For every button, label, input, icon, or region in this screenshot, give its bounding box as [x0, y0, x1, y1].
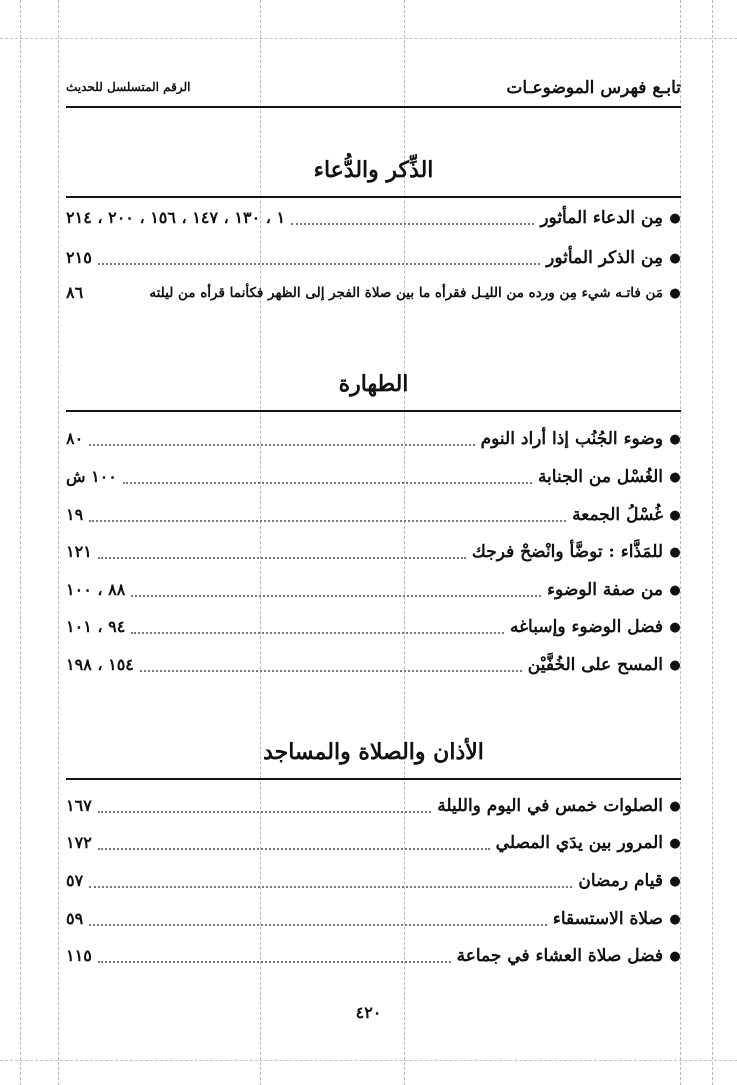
bullet-icon: ●: [669, 583, 681, 598]
list-item: [66, 867, 681, 895]
entry-label: الغُسْل من الجنابة: [537, 467, 663, 487]
list-item: [66, 425, 681, 453]
entry-refs: ٥٧: [66, 871, 84, 890]
leader-dots: [98, 847, 490, 850]
list-item: [66, 538, 681, 566]
running-title: تابـع فهرس الموضوعـات: [506, 78, 681, 98]
running-head: [66, 74, 681, 108]
bullet-icon: ●: [669, 545, 681, 560]
entry-label: مَن فاتـه شيء مِن ورده من الليـل فقرأه ما بين صلاة الفجر إلى الظهر فكأنما قرأه من ليلته: [149, 285, 663, 301]
entry-label: صلاة الاستسقاء: [552, 909, 663, 929]
leader-dots: [98, 810, 432, 813]
leader-dots: [89, 519, 566, 522]
section-title: الأذان والصلاة والمساجد: [66, 730, 681, 780]
entry-label: المسح على الخُفَّيْن: [527, 655, 663, 675]
section-title: الذِّكر والدُّعاء: [66, 148, 681, 198]
bullet-icon: ●: [669, 470, 681, 485]
list-item: [66, 279, 681, 307]
list-item: [66, 463, 681, 491]
bullet-icon: ●: [669, 211, 681, 226]
entry-label: المرور بين يدَي المصلي: [495, 833, 663, 853]
entry-refs: ١١٥: [66, 946, 92, 965]
leader-dots: [89, 923, 547, 926]
entry-refs: ١٢١: [66, 542, 92, 561]
list-item: [66, 576, 681, 604]
bullet-icon: ●: [669, 799, 681, 814]
entry-label: غُسْلُ الجمعة: [572, 505, 663, 525]
entry-refs: ١٠٠ ش: [66, 467, 117, 486]
entry-refs: ٥٩: [66, 909, 84, 928]
section-dhikr: [66, 148, 681, 308]
leader-dots: [98, 262, 540, 265]
leader-dots: [89, 443, 474, 446]
page-number: ٤٢٠: [355, 1003, 382, 1022]
list-item: [66, 942, 681, 970]
bullet-icon: ●: [669, 251, 681, 266]
list-item: [66, 613, 681, 641]
section-adhan: [66, 730, 681, 980]
list-item: [66, 244, 681, 272]
bullet-icon: ●: [669, 874, 681, 889]
entry-refs: ٨٠: [66, 429, 84, 448]
entry-label: مِن الذكر المأثور: [546, 248, 663, 268]
leader-dots: [123, 481, 532, 484]
entry-refs: ١ ، ١٣٠ ، ١٤٧ ، ١٥٦ ، ٢٠٠ ، ٢١٤: [66, 208, 286, 227]
entry-refs: ١٩: [66, 505, 84, 524]
bullet-icon: ●: [669, 949, 681, 964]
bullet-icon: ●: [669, 286, 681, 301]
bullet-icon: ●: [669, 620, 681, 635]
list-item: [66, 651, 681, 679]
list-item: [66, 905, 681, 933]
leader-dots: [140, 669, 522, 672]
leader-dots: [89, 885, 572, 888]
bullet-icon: ●: [669, 658, 681, 673]
entry-label: فضل صلاة العشاء في جماعة: [456, 946, 663, 966]
entry-refs: ٨٨ ، ١٠٠: [66, 580, 126, 599]
entry-label: فضل الوضوء وإسباغه: [510, 617, 663, 637]
list-item: [66, 204, 681, 232]
bullet-icon: ●: [669, 912, 681, 927]
section-taharah: [66, 362, 681, 692]
bullet-icon: ●: [669, 508, 681, 523]
bullet-icon: ●: [669, 432, 681, 447]
leader-dots: [98, 960, 451, 963]
leader-dots: [291, 222, 534, 225]
entry-refs: ١٥٤ ، ١٩٨: [66, 655, 134, 674]
entry-label: من صفة الوضوء: [547, 580, 663, 600]
entry-refs: ٢١٥: [66, 248, 92, 267]
list-item: [66, 829, 681, 857]
entry-refs: ١٦٧: [66, 796, 92, 815]
leader-dots: [131, 594, 541, 597]
bullet-icon: ●: [669, 836, 681, 851]
entry-label: مِن الدعاء المأثور: [540, 208, 663, 228]
entry-refs: ٩٤ ، ١٠١: [66, 617, 126, 636]
entry-refs: ١٧٢: [66, 833, 92, 852]
leader-dots: [98, 556, 466, 559]
entry-label: الصلوات خمس في اليوم والليلة: [437, 796, 663, 816]
list-item: [66, 792, 681, 820]
entry-label: للمَذَّاء : توضَّأ وانْضحْ فرجك: [471, 542, 663, 562]
section-title: الطهارة: [66, 362, 681, 412]
entry-label: قيام رمضان: [578, 871, 663, 891]
leader-dots: [131, 631, 504, 634]
list-item: [66, 501, 681, 529]
entry-refs: ٨٦: [66, 283, 84, 302]
entry-label: وضوء الجُنُب إذا أراد النوم: [480, 429, 663, 449]
column-label: الرقم المتسلسل للحديث: [66, 80, 191, 94]
